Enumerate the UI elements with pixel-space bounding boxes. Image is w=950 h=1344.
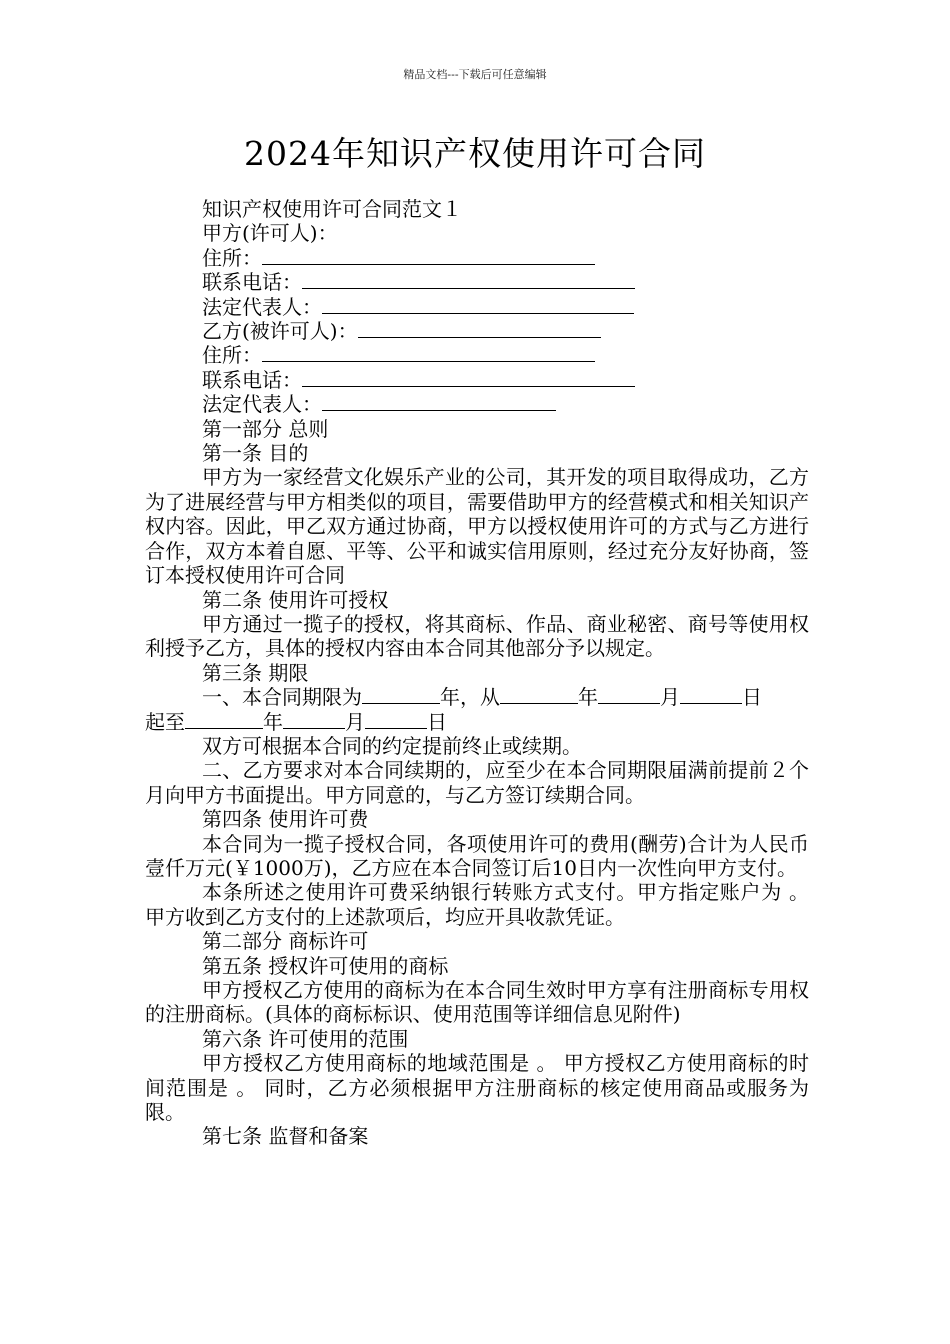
article4-p2: 本条所述之使用许可费采纳银行转账方式支付。甲方指定账户为 。 甲方收到乙方支付的上述款项后，均应开具收款凭证。	[145, 880, 809, 929]
party-a-label: 甲方(许可人)：	[202, 221, 338, 246]
part2-heading: 第二部分 商标许可	[202, 929, 369, 954]
document-body	[145, 197, 809, 1149]
party-a-phone-label: 联系电话：	[202, 270, 302, 295]
party-a-address-blank	[262, 246, 595, 265]
party-a-phone	[145, 270, 809, 294]
part1-heading: 第一部分 总则	[202, 416, 329, 441]
party-a-phone-blank	[302, 270, 635, 289]
term-text-g: 年	[263, 709, 283, 734]
term-text-h: 月	[345, 709, 365, 734]
start-day-blank	[680, 685, 742, 704]
term-text-f: 起至	[145, 709, 185, 734]
article4-p1: 本合同为一揽子授权合同，各项使用许可的费用(酬劳)合计为人民币壹仟万元(￥1000万)，乙方应在本合同签订后10日内一次性向甲方支付。	[145, 831, 809, 880]
article5-heading: 第五条 授权许可使用的商标	[202, 953, 449, 978]
party-b-rep-blank	[322, 392, 556, 411]
article3-heading: 第三条 期限	[202, 660, 309, 685]
term-text-d: 月	[660, 685, 680, 710]
document-title: 2024年知识产权使用许可合同	[244, 134, 706, 173]
party-b-address-label: 住所：	[202, 343, 262, 368]
party-a-rep-blank	[322, 295, 634, 314]
start-month-blank	[598, 685, 660, 704]
party-b-rep	[145, 392, 809, 416]
article5-text: 甲方授权乙方使用的商标为在本合同生效时甲方享有注册商标专用权的注册商标。(具体的商标标识、使用范围等详细信息见附件)	[145, 978, 809, 1027]
party-b-name-blank	[358, 319, 601, 338]
party-b-rep-label: 法定代表人：	[202, 392, 322, 417]
article1-text: 甲方为一家经营文化娱乐产业的公司，其开发的项目取得成功，乙方为了进展经营与甲方相类似的项目，需要借助甲方的经营模式和相关知识产权内容。因此，甲乙双方通过协商，甲方以授权使用许可的方式与乙方进行合作，双方本着自愿、平等、公平和诚实信用原则，经过充分友好协商，签订本授权使用许可合同	[145, 465, 809, 588]
party-a-address-label: 住所：	[202, 245, 262, 270]
party-a-rep-label: 法定代表人：	[202, 294, 322, 319]
contract-name: 知识产权使用许可合同范文１	[202, 197, 462, 221]
term-text-e: 日	[742, 685, 762, 710]
term-text-b: 年，从	[440, 685, 500, 710]
party-b-phone-blank	[302, 368, 635, 387]
article6-heading: 第六条 许可使用的范围	[202, 1026, 409, 1051]
term-years-blank	[362, 685, 440, 704]
article4-heading: 第四条 使用许可费	[202, 807, 369, 832]
article7-heading: 第七条 监督和备案	[202, 1124, 369, 1149]
party-b-label-row	[145, 319, 809, 343]
party-a-address	[145, 246, 809, 270]
party-b-address-blank	[262, 343, 595, 362]
party-b-address	[145, 343, 809, 367]
party-a-rep	[145, 295, 809, 319]
article6-text: 甲方授权乙方使用商标的地域范围是 。 甲方授权乙方使用商标的时间范围是 。 同时，乙方必须根据甲方注册商标的核定使用商品或服务为限。	[145, 1051, 809, 1125]
start-year-blank	[500, 685, 578, 704]
term-text-c: 年	[578, 685, 598, 710]
end-day-blank	[365, 710, 427, 729]
end-year-blank	[185, 710, 263, 729]
party-b-label: 乙方(被许可人)：	[202, 319, 358, 344]
header-note: 精品文档---下载后可任意编辑	[403, 68, 547, 81]
article1-heading: 第一条 目的	[202, 441, 309, 466]
article3-term-line2	[145, 710, 809, 734]
term-text-i: 日	[427, 709, 447, 734]
article2-heading: 第二条 使用许可授权	[202, 587, 389, 612]
article2-text: 甲方通过一揽子的授权，将其商标、作品、商业秘密、商号等使用权利授予乙方，具体的授权内容由本合同其他部分予以规定。	[145, 611, 809, 661]
article3-term-line1	[145, 685, 809, 709]
party-b-phone	[145, 368, 809, 392]
party-b-phone-label: 联系电话：	[202, 367, 302, 392]
article3-p3: 二、乙方要求对本合同续期的，应至少在本合同期限届满前提前２个月向甲方书面提出。甲方同意的，与乙方签订续期合同。	[145, 758, 809, 807]
article3-p2: 双方可根据本合同的约定提前终止或续期。	[202, 733, 582, 758]
term-text-a: 一、本合同期限为	[202, 685, 362, 710]
end-month-blank	[283, 710, 345, 729]
